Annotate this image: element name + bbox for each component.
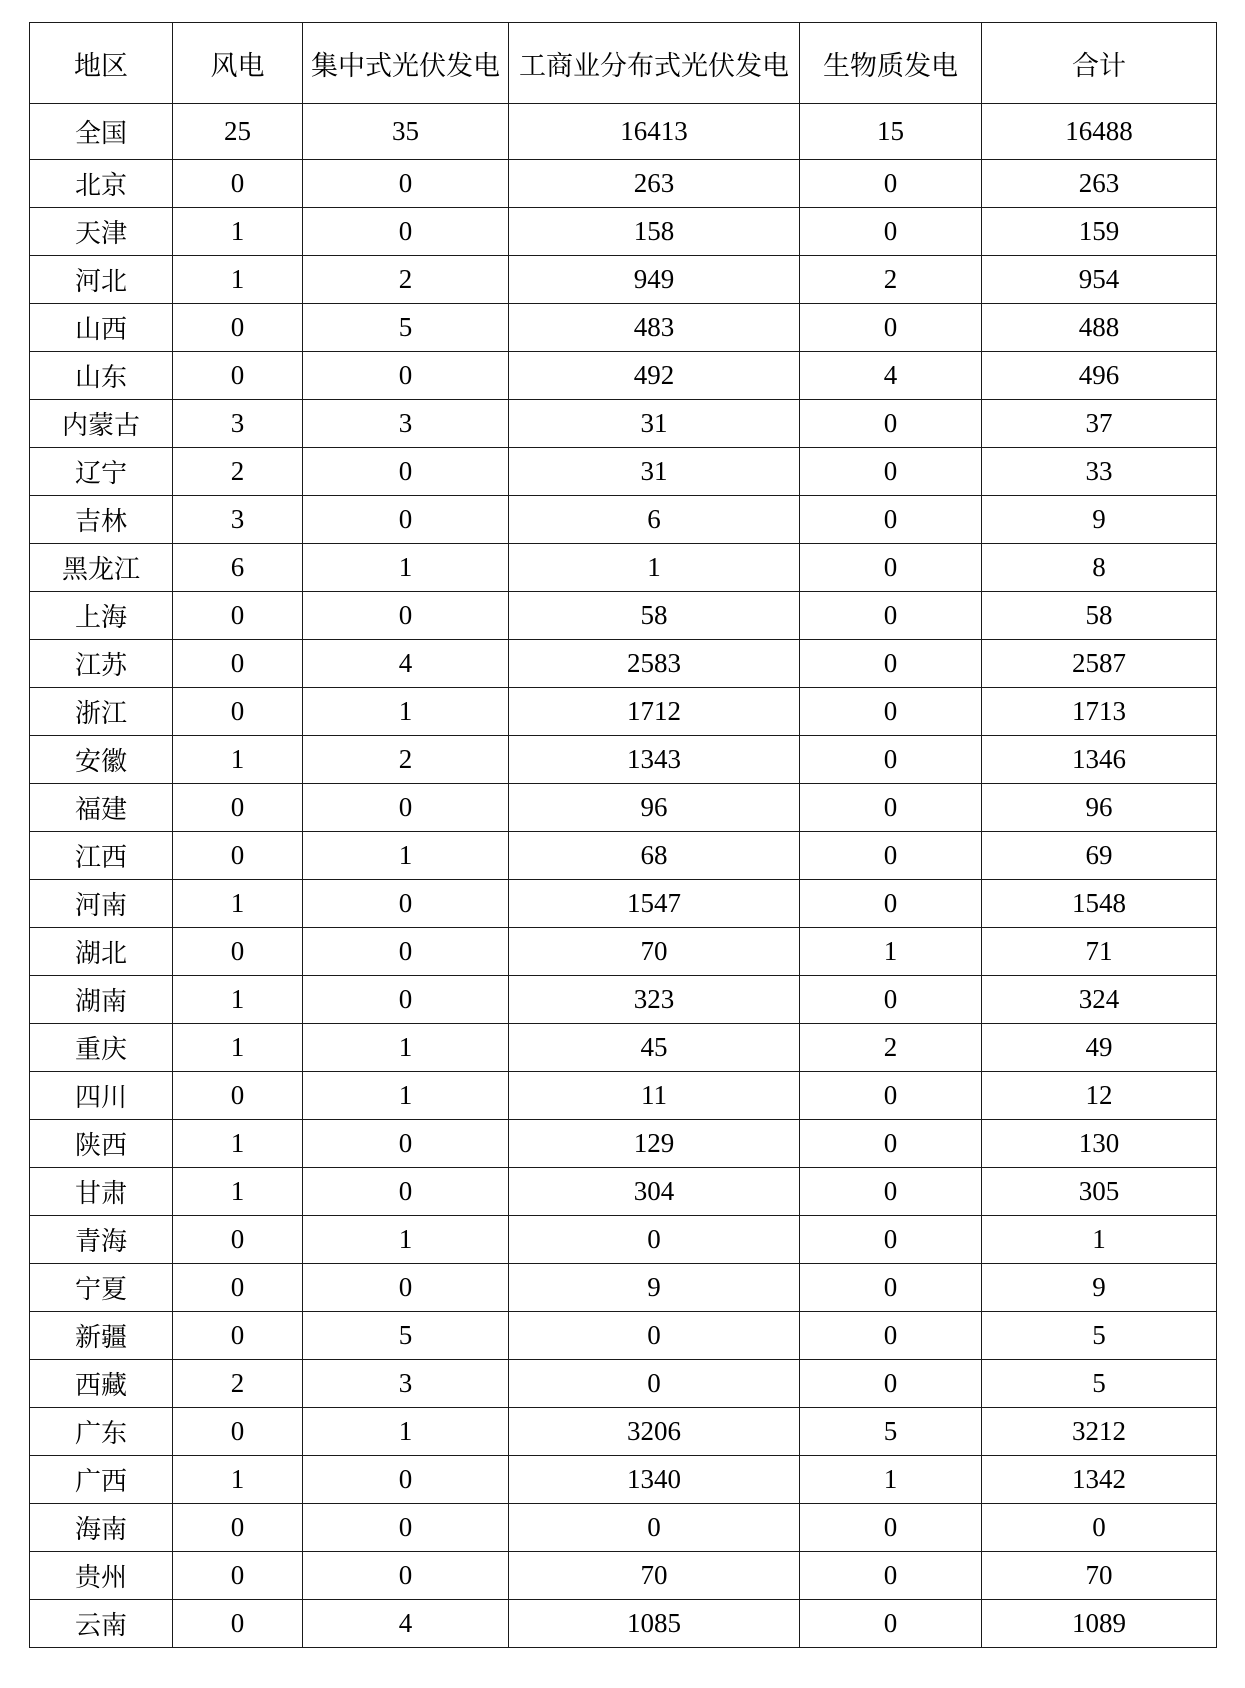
cell-wind: 25	[173, 104, 303, 160]
cell-biomass: 0	[800, 1504, 982, 1552]
cell-centralized-pv: 4	[303, 640, 509, 688]
cell-biomass: 0	[800, 208, 982, 256]
cell-centralized-pv: 3	[303, 400, 509, 448]
cell-total: 9	[982, 1264, 1217, 1312]
cell-total: 33	[982, 448, 1217, 496]
cell-biomass: 0	[800, 976, 982, 1024]
table-row	[30, 256, 1217, 304]
table-row	[30, 496, 1217, 544]
cell-wind: 1	[173, 1456, 303, 1504]
cell-wind: 0	[173, 1408, 303, 1456]
cell-total: 305	[982, 1168, 1217, 1216]
cell-wind: 1	[173, 880, 303, 928]
cell-biomass: 0	[800, 880, 982, 928]
cell-distributed-pv: 31	[509, 400, 800, 448]
cell-total: 488	[982, 304, 1217, 352]
cell-total: 69	[982, 832, 1217, 880]
cell-region: 重庆	[30, 1024, 173, 1072]
table-row	[30, 104, 1217, 160]
cell-distributed-pv: 0	[509, 1504, 800, 1552]
cell-biomass: 1	[800, 928, 982, 976]
cell-biomass: 0	[800, 400, 982, 448]
cell-distributed-pv: 1	[509, 544, 800, 592]
cell-centralized-pv: 2	[303, 736, 509, 784]
cell-distributed-pv: 0	[509, 1312, 800, 1360]
table-row	[30, 592, 1217, 640]
cell-region: 北京	[30, 160, 173, 208]
cell-total: 96	[982, 784, 1217, 832]
cell-biomass: 0	[800, 592, 982, 640]
header-centralized-pv: 集中式光伏发电	[303, 23, 509, 104]
cell-region: 湖南	[30, 976, 173, 1024]
table-row	[30, 208, 1217, 256]
table-row	[30, 1072, 1217, 1120]
cell-wind: 1	[173, 208, 303, 256]
cell-distributed-pv: 1340	[509, 1456, 800, 1504]
header-region: 地区	[30, 23, 173, 104]
cell-region: 内蒙古	[30, 400, 173, 448]
cell-biomass: 0	[800, 1312, 982, 1360]
cell-region: 河北	[30, 256, 173, 304]
cell-distributed-pv: 68	[509, 832, 800, 880]
cell-distributed-pv: 96	[509, 784, 800, 832]
cell-wind: 0	[173, 640, 303, 688]
cell-centralized-pv: 35	[303, 104, 509, 160]
cell-biomass: 0	[800, 784, 982, 832]
cell-total: 8	[982, 544, 1217, 592]
cell-wind: 1	[173, 976, 303, 1024]
cell-distributed-pv: 6	[509, 496, 800, 544]
table-row	[30, 1024, 1217, 1072]
cell-biomass: 0	[800, 1072, 982, 1120]
data-table	[29, 22, 1217, 1648]
cell-distributed-pv: 129	[509, 1120, 800, 1168]
cell-wind: 0	[173, 304, 303, 352]
cell-distributed-pv: 1343	[509, 736, 800, 784]
cell-wind: 2	[173, 448, 303, 496]
table-row	[30, 1504, 1217, 1552]
cell-centralized-pv: 0	[303, 496, 509, 544]
cell-total: 159	[982, 208, 1217, 256]
header-biomass: 生物质发电	[800, 23, 982, 104]
cell-centralized-pv: 0	[303, 592, 509, 640]
cell-biomass: 0	[800, 160, 982, 208]
cell-region: 湖北	[30, 928, 173, 976]
cell-centralized-pv: 1	[303, 544, 509, 592]
cell-region: 福建	[30, 784, 173, 832]
cell-biomass: 4	[800, 352, 982, 400]
cell-biomass: 0	[800, 1216, 982, 1264]
cell-biomass: 15	[800, 104, 982, 160]
cell-region: 吉林	[30, 496, 173, 544]
cell-centralized-pv: 0	[303, 1120, 509, 1168]
cell-centralized-pv: 0	[303, 1552, 509, 1600]
cell-centralized-pv: 0	[303, 1456, 509, 1504]
table-row	[30, 1360, 1217, 1408]
cell-centralized-pv: 1	[303, 832, 509, 880]
table-body	[30, 104, 1217, 1648]
cell-biomass: 0	[800, 1600, 982, 1648]
cell-distributed-pv: 263	[509, 160, 800, 208]
cell-distributed-pv: 949	[509, 256, 800, 304]
cell-total: 58	[982, 592, 1217, 640]
cell-wind: 0	[173, 1216, 303, 1264]
cell-region: 山东	[30, 352, 173, 400]
cell-wind: 0	[173, 160, 303, 208]
cell-centralized-pv: 0	[303, 160, 509, 208]
cell-biomass: 0	[800, 640, 982, 688]
cell-distributed-pv: 1547	[509, 880, 800, 928]
cell-centralized-pv: 0	[303, 448, 509, 496]
cell-distributed-pv: 2583	[509, 640, 800, 688]
table-row	[30, 1264, 1217, 1312]
cell-total: 5	[982, 1312, 1217, 1360]
cell-distributed-pv: 45	[509, 1024, 800, 1072]
cell-distributed-pv: 483	[509, 304, 800, 352]
cell-distributed-pv: 1712	[509, 688, 800, 736]
cell-centralized-pv: 1	[303, 1072, 509, 1120]
cell-region: 河南	[30, 880, 173, 928]
cell-region: 天津	[30, 208, 173, 256]
cell-region: 海南	[30, 1504, 173, 1552]
cell-wind: 0	[173, 352, 303, 400]
cell-total: 1346	[982, 736, 1217, 784]
table-row	[30, 1552, 1217, 1600]
cell-centralized-pv: 0	[303, 208, 509, 256]
cell-centralized-pv: 1	[303, 1216, 509, 1264]
cell-region: 贵州	[30, 1552, 173, 1600]
cell-region: 安徽	[30, 736, 173, 784]
table-row	[30, 304, 1217, 352]
cell-wind: 3	[173, 496, 303, 544]
cell-region: 云南	[30, 1600, 173, 1648]
cell-biomass: 1	[800, 1456, 982, 1504]
cell-biomass: 0	[800, 304, 982, 352]
cell-biomass: 0	[800, 736, 982, 784]
cell-region: 青海	[30, 1216, 173, 1264]
table-row	[30, 688, 1217, 736]
cell-total: 1713	[982, 688, 1217, 736]
table-row	[30, 928, 1217, 976]
cell-centralized-pv: 2	[303, 256, 509, 304]
cell-total: 70	[982, 1552, 1217, 1600]
table-row	[30, 1120, 1217, 1168]
cell-biomass: 2	[800, 1024, 982, 1072]
cell-total: 1089	[982, 1600, 1217, 1648]
table-row	[30, 1408, 1217, 1456]
table-row	[30, 544, 1217, 592]
cell-wind: 0	[173, 832, 303, 880]
table-row	[30, 448, 1217, 496]
table-row	[30, 400, 1217, 448]
table-row	[30, 640, 1217, 688]
cell-total: 5	[982, 1360, 1217, 1408]
cell-total: 130	[982, 1120, 1217, 1168]
cell-centralized-pv: 0	[303, 352, 509, 400]
cell-wind: 1	[173, 1168, 303, 1216]
cell-biomass: 0	[800, 688, 982, 736]
cell-region: 山西	[30, 304, 173, 352]
cell-wind: 0	[173, 688, 303, 736]
cell-wind: 1	[173, 1120, 303, 1168]
table-row	[30, 832, 1217, 880]
cell-region: 江西	[30, 832, 173, 880]
cell-total: 9	[982, 496, 1217, 544]
cell-region: 甘肃	[30, 1168, 173, 1216]
table-row	[30, 880, 1217, 928]
cell-distributed-pv: 492	[509, 352, 800, 400]
cell-region: 广东	[30, 1408, 173, 1456]
cell-centralized-pv: 3	[303, 1360, 509, 1408]
cell-wind: 0	[173, 928, 303, 976]
cell-total: 496	[982, 352, 1217, 400]
cell-wind: 0	[173, 1552, 303, 1600]
cell-centralized-pv: 0	[303, 1168, 509, 1216]
cell-wind: 0	[173, 1312, 303, 1360]
cell-wind: 2	[173, 1360, 303, 1408]
cell-biomass: 0	[800, 1120, 982, 1168]
cell-biomass: 0	[800, 496, 982, 544]
cell-distributed-pv: 70	[509, 928, 800, 976]
cell-region: 浙江	[30, 688, 173, 736]
cell-wind: 0	[173, 592, 303, 640]
cell-distributed-pv: 70	[509, 1552, 800, 1600]
cell-centralized-pv: 5	[303, 1312, 509, 1360]
header-row	[30, 23, 1217, 104]
cell-region: 广西	[30, 1456, 173, 1504]
cell-centralized-pv: 0	[303, 1504, 509, 1552]
cell-total: 954	[982, 256, 1217, 304]
cell-centralized-pv: 0	[303, 880, 509, 928]
cell-wind: 0	[173, 1504, 303, 1552]
cell-distributed-pv: 11	[509, 1072, 800, 1120]
cell-distributed-pv: 1085	[509, 1600, 800, 1648]
cell-total: 2587	[982, 640, 1217, 688]
cell-biomass: 0	[800, 1360, 982, 1408]
cell-distributed-pv: 323	[509, 976, 800, 1024]
cell-region: 西藏	[30, 1360, 173, 1408]
table-row	[30, 736, 1217, 784]
cell-biomass: 0	[800, 832, 982, 880]
header-distributed-pv: 工商业分布式光伏发电	[509, 23, 800, 104]
cell-region: 上海	[30, 592, 173, 640]
cell-distributed-pv: 304	[509, 1168, 800, 1216]
header-wind: 风电	[173, 23, 303, 104]
cell-wind: 6	[173, 544, 303, 592]
cell-centralized-pv: 0	[303, 928, 509, 976]
cell-wind: 0	[173, 1600, 303, 1648]
table-row	[30, 160, 1217, 208]
cell-wind: 0	[173, 1072, 303, 1120]
cell-total: 12	[982, 1072, 1217, 1120]
table-row	[30, 1312, 1217, 1360]
cell-biomass: 0	[800, 1552, 982, 1600]
cell-distributed-pv: 3206	[509, 1408, 800, 1456]
table-row	[30, 1600, 1217, 1648]
cell-wind: 1	[173, 1024, 303, 1072]
cell-centralized-pv: 1	[303, 1408, 509, 1456]
cell-wind: 0	[173, 784, 303, 832]
cell-region: 新疆	[30, 1312, 173, 1360]
table-row	[30, 976, 1217, 1024]
cell-region: 江苏	[30, 640, 173, 688]
cell-total: 1	[982, 1216, 1217, 1264]
table-row	[30, 1456, 1217, 1504]
cell-wind: 3	[173, 400, 303, 448]
cell-distributed-pv: 158	[509, 208, 800, 256]
cell-centralized-pv: 0	[303, 976, 509, 1024]
cell-wind: 0	[173, 1264, 303, 1312]
cell-total: 37	[982, 400, 1217, 448]
cell-distributed-pv: 9	[509, 1264, 800, 1312]
cell-wind: 1	[173, 736, 303, 784]
cell-total: 324	[982, 976, 1217, 1024]
table-row	[30, 1168, 1217, 1216]
cell-total: 16488	[982, 104, 1217, 160]
cell-region: 宁夏	[30, 1264, 173, 1312]
cell-centralized-pv: 1	[303, 1024, 509, 1072]
header-total: 合计	[982, 23, 1217, 104]
cell-centralized-pv: 5	[303, 304, 509, 352]
cell-biomass: 0	[800, 1168, 982, 1216]
table-row	[30, 784, 1217, 832]
cell-centralized-pv: 1	[303, 688, 509, 736]
table-row	[30, 352, 1217, 400]
cell-distributed-pv: 58	[509, 592, 800, 640]
cell-centralized-pv: 0	[303, 784, 509, 832]
cell-total: 263	[982, 160, 1217, 208]
cell-region: 辽宁	[30, 448, 173, 496]
cell-distributed-pv: 0	[509, 1216, 800, 1264]
cell-centralized-pv: 0	[303, 1264, 509, 1312]
cell-total: 49	[982, 1024, 1217, 1072]
cell-region: 陕西	[30, 1120, 173, 1168]
cell-biomass: 0	[800, 1264, 982, 1312]
cell-distributed-pv: 16413	[509, 104, 800, 160]
cell-total: 0	[982, 1504, 1217, 1552]
cell-region: 全国	[30, 104, 173, 160]
cell-total: 1342	[982, 1456, 1217, 1504]
cell-biomass: 2	[800, 256, 982, 304]
cell-distributed-pv: 0	[509, 1360, 800, 1408]
cell-region: 四川	[30, 1072, 173, 1120]
cell-region: 黑龙江	[30, 544, 173, 592]
cell-total: 3212	[982, 1408, 1217, 1456]
cell-biomass: 0	[800, 448, 982, 496]
cell-wind: 1	[173, 256, 303, 304]
cell-biomass: 5	[800, 1408, 982, 1456]
cell-distributed-pv: 31	[509, 448, 800, 496]
cell-biomass: 0	[800, 544, 982, 592]
table-row	[30, 1216, 1217, 1264]
cell-total: 1548	[982, 880, 1217, 928]
cell-centralized-pv: 4	[303, 1600, 509, 1648]
cell-total: 71	[982, 928, 1217, 976]
